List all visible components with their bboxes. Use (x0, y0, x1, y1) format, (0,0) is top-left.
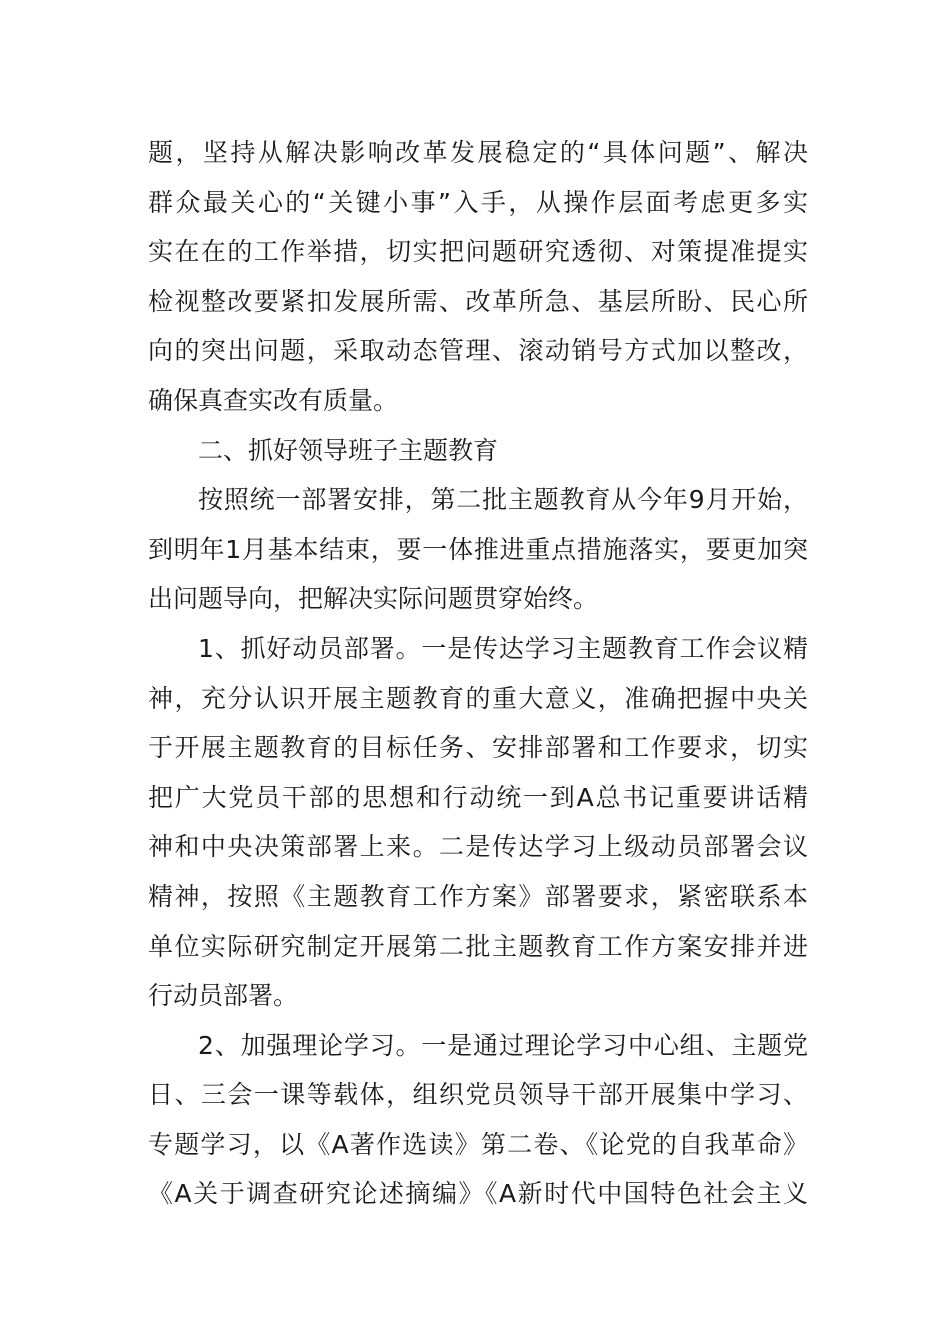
text-line: 1、抓好动员部署。一是传达学习主题教育工作会议精 (198, 633, 808, 663)
text-line: 实在在的工作举措，切实把问题研究透彻、对策提准提实 (148, 237, 808, 267)
document-body (148, 128, 808, 1219)
text-line: 把广大党员干部的思想和行动统一到A总书记重要讲话精 (148, 782, 808, 812)
text-line: 《A关于调查研究论述摘编》《A新时代中国特色社会主义 (148, 1179, 808, 1209)
text-line: 按照统一部署安排，第二批主题教育从今年9月开始， (198, 485, 808, 515)
text-line: 群众最关心的“关键小事”入手，从操作层面考虑更多实 (148, 187, 808, 217)
text-line: 神和中央决策部署上来。二是传达学习上级动员部署会议 (148, 832, 808, 862)
text-line: 向的突出问题，采取动态管理、滚动销号方式加以整改， (148, 336, 808, 366)
text-line: 检视整改要紧扣发展所需、改革所急、基层所盼、民心所 (148, 286, 808, 316)
text-line: 确保真查实改有质量。 (148, 385, 399, 415)
text-line: 于开展主题教育的目标任务、安排部署和工作要求，切实 (148, 733, 808, 763)
text-line: 题，坚持从解决影响改革发展稳定的“具体问题”、解决 (148, 138, 808, 167)
text-line: 精神，按照《主题教育工作方案》部署要求，紧密联系本 (148, 881, 808, 911)
text-line: 神，充分认识开展主题教育的重大意义，准确把握中央关 (148, 683, 808, 713)
text-line: 行动员部署。 (148, 981, 299, 1011)
text-line: 出问题导向，把解决实际问题贯穿始终。 (148, 584, 599, 614)
text-line: 日、三会一课等载体，组织党员领导干部开展集中学习、 (148, 1080, 808, 1110)
text-line: 2、加强理论学习。一是通过理论学习中心组、主题党 (198, 1030, 808, 1060)
text-line: 专题学习，以《A著作选读》第二卷、《论党的自我革命》 (148, 1129, 808, 1159)
section-heading: 二、抓好领导班子主题教育 (198, 435, 499, 465)
text-line: 到明年1月基本结束，要一体推进重点措施落实，要更加突 (148, 534, 808, 564)
text-line: 单位实际研究制定开展第二批主题教育工作方案安排并进 (148, 931, 808, 961)
